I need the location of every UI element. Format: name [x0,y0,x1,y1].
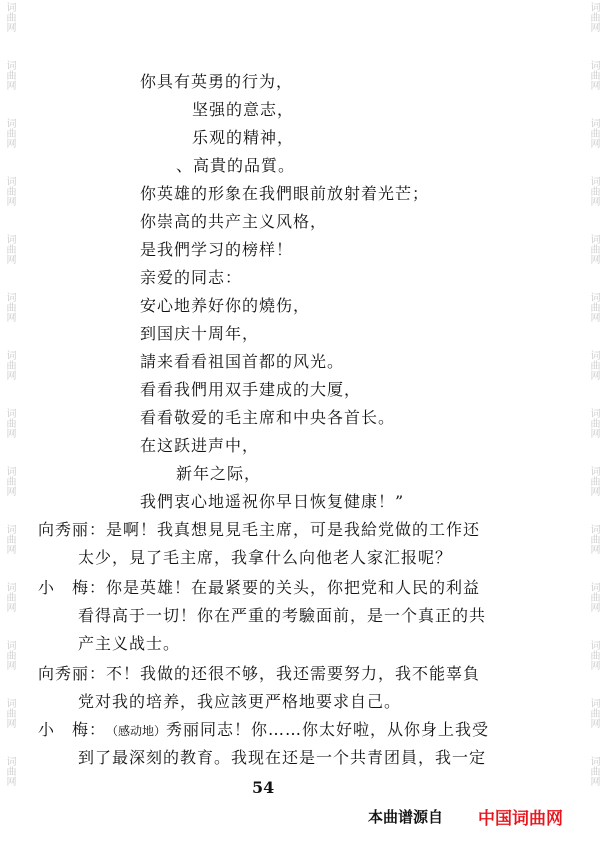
poem-line: 你具有英勇的行为， [140,72,294,91]
watermark-text: 词曲网 [4,2,15,32]
watermark-text: 词曲网 [588,292,599,322]
poem-line: 你英雄的形象在我們眼前放射着光芒； [140,184,430,203]
watermark-text: 词曲网 [588,2,599,32]
watermark-text: 词曲网 [4,60,15,90]
watermark-text: 词曲网 [4,176,15,206]
poem-line: 在这跃进声中， [140,436,260,455]
dialogue-text: 到了最深刻的教育。我现在还是一个共青团員，我一定 [78,748,487,767]
dialogue-text: 秀丽同志！你……你太好啦，从你身上我受 [166,720,490,739]
poem-line: 你崇高的共产主义风格， [140,212,328,231]
watermark-text: 词曲网 [588,756,599,786]
poem-line: 坚强的意志， [192,100,295,119]
watermark-text: 词曲网 [4,350,15,380]
dialogue-text: 产主义战士。 [78,634,181,653]
watermark-text: 词曲网 [4,234,15,264]
watermark-text: 词曲网 [588,466,599,496]
poem-line: 請来看看祖国首都的风光。 [140,352,345,371]
watermark-left [1,0,15,814]
poem-line: 新年之际， [176,464,262,483]
dialogue-line [38,578,480,598]
poem-line: 看看敬爱的毛主席和中央各首长。 [140,408,396,427]
poem-line: 看看我們用双手建成的大厦， [140,380,362,399]
watermark-text: 词曲网 [588,176,599,206]
watermark-text: 词曲网 [588,640,599,670]
watermark-text: 词曲网 [4,466,15,496]
source-site-link[interactable]: 中国词曲网 [478,809,563,829]
watermark-text: 词曲网 [588,408,599,438]
speaker-name: 向秀丽： [38,664,107,683]
poem-line: 亲爱的同志： [140,268,243,287]
watermark-text: 词曲网 [4,118,15,148]
watermark-text: 词曲网 [4,756,15,786]
watermark-text: 词曲网 [4,582,15,612]
dialogue-line [38,664,480,684]
watermark-text: 词曲网 [4,408,15,438]
watermark-text: 词曲网 [4,524,15,554]
dialogue-text: 太少，見了毛主席，我拿什么向他老人家汇报呢？ [78,548,453,567]
page-number: 54 [252,778,275,797]
dialogue-line [38,520,480,540]
speaker-name: 小 梅： [38,578,107,597]
watermark-text: 词曲网 [588,582,599,612]
poem-line: 、高貴的品質。 [176,156,296,175]
dialogue-text: 你是英雄！在最紧要的关头，你把党和人民的利益 [106,578,481,597]
dialogue-text: 不！我做的还很不够，我还需要努力，我不能辜負 [106,664,481,683]
speaker-name: 向秀丽： [38,520,107,539]
poem-line: 到国庆十周年， [140,324,260,343]
watermark-text: 词曲网 [588,60,599,90]
watermark-text: 词曲网 [588,698,599,728]
dialogue-text: 是啊！我真想見見毛主席，可是我給党做的工作还 [106,520,481,539]
dialogue-text: 看得高于一切！你在严重的考驗面前，是一个真正的共 [78,606,487,625]
poem-line: 安心地养好你的燒伤， [140,296,311,315]
poem-line: 我們衷心地遥祝你早日恢复健康！” [140,492,405,511]
watermark-text: 词曲网 [588,350,599,380]
poem-line: 乐观的精神， [192,128,295,147]
watermark-text: 词曲网 [588,118,599,148]
watermark-right [585,0,599,814]
watermark-text: 词曲网 [588,524,599,554]
dialogue-text: 党对我的培养，我应該更严格地要求自己。 [78,692,402,711]
watermark-text: 词曲网 [4,698,15,728]
dialogue-line [38,720,489,741]
source-label: 本曲谱源自 [368,808,444,826]
speaker-name: 小 梅： [38,720,107,739]
poem-line: 是我們学习的榜样！ [140,240,294,259]
stage-direction: （感动地） [106,724,167,738]
watermark-text: 词曲网 [588,234,599,264]
watermark-text: 词曲网 [4,292,15,322]
watermark-text: 词曲网 [4,640,15,670]
